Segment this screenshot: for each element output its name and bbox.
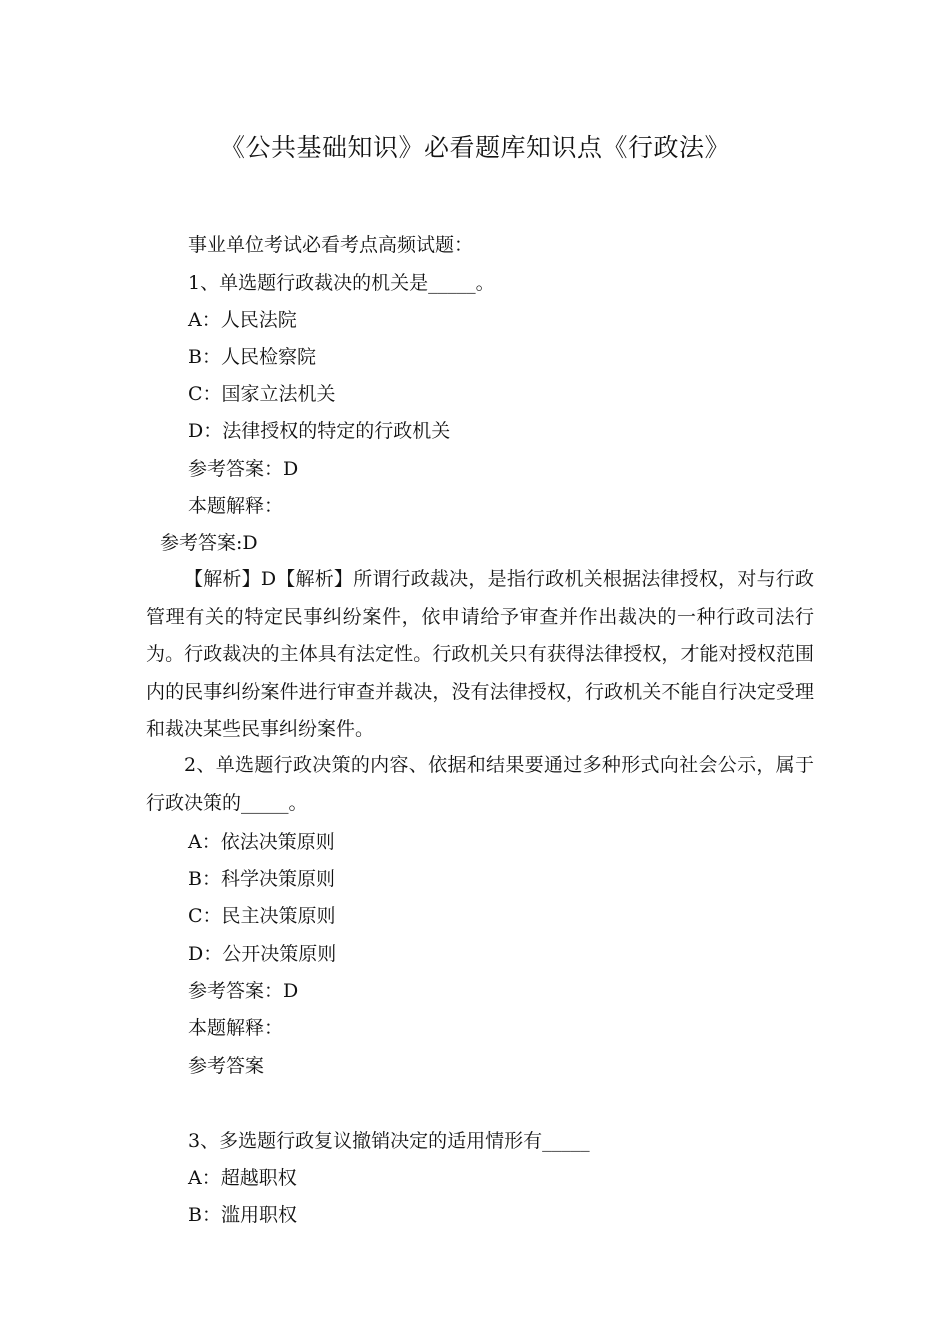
q1-explanation-label: 本题解释：	[188, 495, 284, 517]
intro-text: 事业单位考试必看考点高频试题：	[188, 234, 474, 256]
q2-option-c: C：民主决策原则	[188, 905, 336, 927]
q3-question: 3、多选题行政复议撤销决定的适用情形有_____	[188, 1130, 590, 1152]
q1-answer-repeat: 参考答案:D	[160, 532, 258, 554]
q1-analysis: 【解析】D【解析】所谓行政裁决，是指行政机关根据法律授权，对与行政管理有关的特定民事纠纷案件，依申请给予审查并作出裁决的一种行政司法行为。行政裁决的主体具有法定性。行政机关只有获得法律授权，才能对授权范围内的民事纠纷案件进行审查并裁决，没有法律授权，行政机关不能自行决定受理和裁决某些民事纠纷案件。	[146, 568, 814, 740]
q2-answer-repeat: 参考答案	[188, 1055, 265, 1077]
q2-explanation-label: 本题解释：	[188, 1017, 284, 1039]
q1-option-c: C：国家立法机关	[188, 383, 336, 405]
q3-option-b: B：滥用职权	[188, 1204, 297, 1226]
q2-option-d: D：公开决策原则	[188, 943, 337, 965]
q2-option-a: A：依法决策原则	[188, 831, 335, 853]
q2-option-b: B：科学决策原则	[188, 868, 335, 890]
q1-option-b: B：人民检察院	[188, 346, 316, 368]
q1-question: 1、单选题行政裁决的机关是_____。	[188, 272, 495, 294]
q2-answer: 参考答案：D	[188, 980, 299, 1002]
q2-question: 2、单选题行政决策的内容、依据和结果要通过多种形式向社会公示，属于行政决策的_____。	[146, 754, 814, 814]
document-title: 《公共基础知识》必看题库知识点《行政法》	[219, 133, 730, 162]
q1-answer: 参考答案：D	[188, 458, 299, 480]
q1-option-d: D：法律授权的特定的行政机关	[188, 420, 451, 442]
q1-option-a: A：人民法院	[188, 309, 297, 331]
q3-option-a: A：超越职权	[188, 1167, 297, 1189]
